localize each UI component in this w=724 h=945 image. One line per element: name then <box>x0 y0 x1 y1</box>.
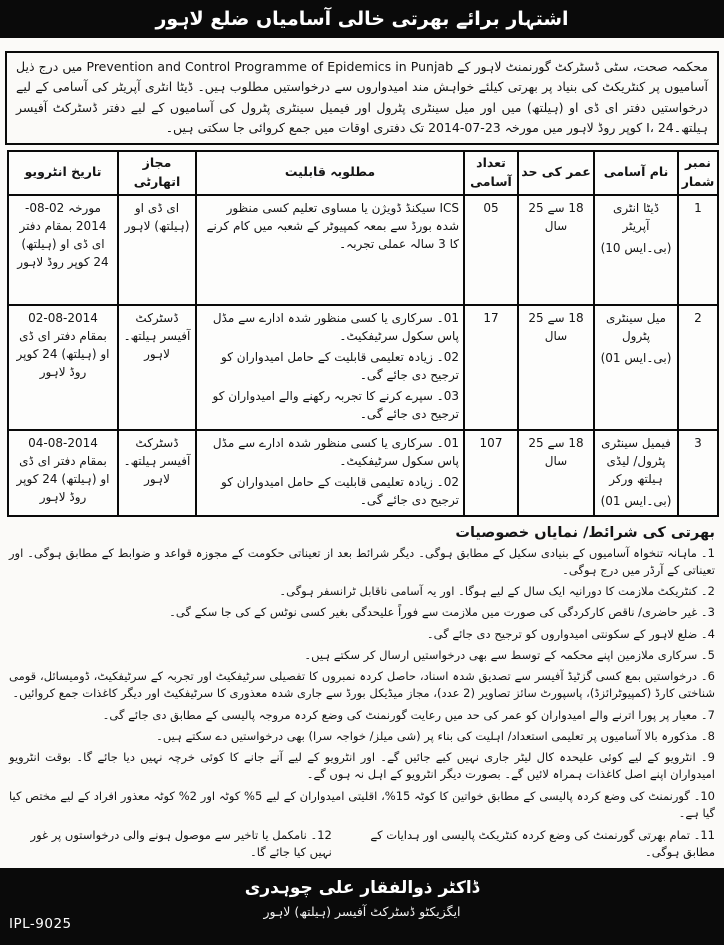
table-row <box>8 305 718 430</box>
row1-authority: ای ڈی او (ہیلتھ) لاہور <box>118 195 196 305</box>
title-band <box>0 0 724 38</box>
row1-count: 05 <box>464 195 518 305</box>
ad-reference-code: IPL-9025 <box>9 916 72 932</box>
conditions-row-11-12 <box>9 827 715 862</box>
qualification-line: 01۔ سرکاری یا کسی منظور شدہ ادارے سے مڈل پاس سکول سرٹیفکیٹ۔ <box>212 435 459 468</box>
table-row <box>8 195 718 305</box>
qualification-line: 02۔ زیادہ تعلیمی قابلیت کے حامل امیدواران کو ترجیح دی جائے گی۔ <box>221 349 459 382</box>
footer-band <box>0 868 724 945</box>
row2-age: 18 سے 25 سال <box>518 305 594 430</box>
table-header-row <box>8 151 718 195</box>
ad-title: اشتہار برائے بھرتی خالی آسامیاں ضلع لاہور <box>155 8 569 30</box>
row1-qualification <box>196 195 464 305</box>
condition-item-9: 9۔ انٹرویو کے لیے کوئی علیحدہ کال لیٹر جاری نہیں کیے جائیں گے۔ اور انٹرویو کے لیے آنے جانے کا کوئی خرچہ نہیں دیا جائے گا۔ بوقت انٹرویو امیدواران اپنے اصل کاغذات ہمراہ لائیں گے۔ بصورت دیگر انٹرویو کے اہل نہ ہوں گے۔ <box>9 750 715 782</box>
col-interview-date-header: تاریخ انٹرویو <box>8 151 118 195</box>
row2-serial: 2 <box>678 305 718 430</box>
row3-qualification <box>196 430 464 516</box>
row1-post-grade: (بی۔ایس 10) <box>600 240 672 255</box>
conditions-heading: بھرتی کی شرائط/ نمایاں خصوصیات <box>455 524 715 541</box>
intro-box <box>5 51 719 145</box>
col-count-header: تعداد آسامی <box>464 151 518 195</box>
qualification-line: 02۔ زیادہ تعلیمی قابلیت کے حامل امیدواران کو ترجیح دی جائے گی۔ <box>221 474 459 507</box>
row3-interview-date: 04-08-2014 بمقام دفتر ای ڈی او (ہیلتھ) 24 کوپر روڈ لاہور <box>8 430 118 516</box>
conditions-list <box>9 545 715 884</box>
row3-post <box>594 430 678 516</box>
condition-item-10: 10۔ گورنمنٹ کی وضع کردہ پالیسی کے مطابق خواتین کا کوٹہ 15%، اقلیتی امیدواران کے لیے 5% کوٹہ اور 2% کوٹہ معذور افراد کے لیے مختص کیا گیا ہے۔ <box>9 788 715 820</box>
row1-serial: 1 <box>678 195 718 305</box>
row1-age: 18 سے 25 سال <box>518 195 594 305</box>
row2-interview-date: 02-08-2014 بمقام دفتر ای ڈی او (ہیلتھ) 24 کوپر روڈ لاہور <box>8 305 118 430</box>
table-row <box>8 430 718 516</box>
col-authority-header: مجاز اتھارٹی <box>118 151 196 195</box>
condition-item-4: 4۔ ضلع لاہور کے سکونتی امیدواروں کو ترجیح دی جائے گی۔ <box>426 626 715 641</box>
condition-item-8: 8۔ مذکورہ بالا آسامیوں پر تعلیمی استعداد/ اہلیت کی بناء پر (شی میلز/ خواجہ سرا) بھی درخواستیں دے سکتے ہیں۔ <box>156 728 715 743</box>
row2-count: 17 <box>464 305 518 430</box>
row2-post-grade: (بی۔ایس 01) <box>600 350 672 365</box>
condition-item-11: 11۔ تمام بھرتی گورنمنٹ کی وضع کردہ کنٹریکٹ پالیسی اور ہدایات کے مطابق ہوگی۔ <box>370 828 715 860</box>
intro-text: محکمہ صحت، سٹی ڈسٹرکٹ گورنمنٹ لاہور کے Prevention and Control Programme of Epidemics in Punjab میں درج ذیل آسامیوں پر کنٹریکٹ کی بنیاد پر بھرتی کیلئے خواہش مند امیدواروں سے درخواستیں مطلوب ہیں۔ ڈیٹا انٹری آپریٹر کی آسامی کے لیے درخواستیں دفتر ای ڈی او (ہیلتھ) میں اور میل سینٹری پٹرول اور فیمیل سینٹری پٹرول کی آسامیوں کے لیے دفتر ڈسٹرکٹ آفیسر ہیلتھ۔I، 24 کوپر روڈ لاہور میں مورخہ 23-07-2014 تک دفتری اوقات میں جمع کروائی جا سکتی ہیں۔ <box>16 59 709 135</box>
col-post-header: نام آسامی <box>594 151 678 195</box>
condition-item-1: 1۔ ماہانہ تنخواہ آسامیوں کے بنیادی سکیل کے مطابق ہوگی۔ دیگر شرائط بعد از تعیناتی حکومت کے مجوزہ قواعد و ضوابط کے مطابق ہوگی۔ اور تعیناتی کے آرڈر میں درج ہوگی۔ <box>9 545 715 577</box>
col-qualification-header: مطلوبہ قابلیت <box>196 151 464 195</box>
row2-post-name: میل سینٹری پٹرول <box>606 310 666 343</box>
condition-item-3: 3۔ غیر حاضری/ ناقص کارکردگی کی صورت میں ملازمت سے فوراً علیحدگی بغیر کسی نوٹس کے کی جا سکے گی۔ <box>169 605 715 620</box>
signatory-name: ڈاکٹر ذوالفقار علی چوہدری <box>244 878 480 898</box>
row1-post-name: ڈیٹا انٹری آپریٹر <box>612 200 660 233</box>
qualification-line: 01۔ سرکاری یا کسی منظور شدہ ادارے سے مڈل پاس سکول سرٹیفکیٹ۔ <box>212 310 459 343</box>
condition-item-6: 6۔ درخواستیں بمع کسی گزٹیڈ آفیسر سے تصدیق شدہ اسناد، حاصل کردہ نمبروں کا تفصیلی سرٹیفکیٹ اور تجربہ کے سرٹیفکیٹ، ڈومیسائل، قومی شناختی کارڈ (کمپیوٹرائزڈ)، پاسپورٹ سائز تصاویر (2 عدد)، مجاز میڈیکل بورڈ سے جاری شدہ معذوری کا سرٹیفکیٹ اور دیگر کاغذات جمع کروائیں۔ <box>9 669 715 701</box>
col-serial-header: نمبر شمار <box>678 151 718 195</box>
row3-serial: 3 <box>678 430 718 516</box>
qualification-line: 03۔ سپرے کرنے کا تجربہ رکھنے والے امیدواران کو ترجیح دی جائے گی۔ <box>212 388 459 421</box>
row2-post <box>594 305 678 430</box>
condition-item-7: 7۔ معیار پر پورا اترنے والے امیدواران کو عمر کی حد میں رعایت گورنمنٹ کی وضع کردہ مروجہ پالیسی کے مطابق دی جائے گی۔ <box>102 707 715 722</box>
row2-qualification <box>196 305 464 430</box>
qualification-line: ICS سیکنڈ ڈویژن یا مساوی تعلیم کسی منظور شدہ بورڈ سے بمعہ کمپیوٹر کے شعبہ میں کام کرنے کا 3 سالہ عملی تجربہ۔ <box>206 200 459 251</box>
row3-count: 107 <box>464 430 518 516</box>
row3-post-grade: (بی۔ایس 01) <box>600 493 672 508</box>
row3-post-name: فیمیل سینٹری پٹرول/ لیڈی ہیلتھ ورکر <box>601 435 671 486</box>
condition-item-5: 5۔ سرکاری ملازمین اپنے محکمہ کے توسط سے بھی درخواستیں ارسال کر سکتے ہیں۔ <box>304 647 715 662</box>
signatory-designation: ایگزیکٹو ڈسٹرکٹ آفیسر (ہیلتھ) لاہور <box>263 904 461 919</box>
row3-authority: ڈسٹرکٹ آفیسر ہیلتھ۔ لاہور <box>118 430 196 516</box>
row2-authority: ڈسٹرکٹ آفیسر ہیلتھ۔ لاہور <box>118 305 196 430</box>
row3-age: 18 سے 25 سال <box>518 430 594 516</box>
condition-item-2: 2۔ کنٹریکٹ ملازمت کا دورانیہ ایک سال کے لیے ہوگا۔ اور یہ آسامی ناقابل ٹرانسفر ہوگی۔ <box>279 584 715 598</box>
vacancies-table <box>7 150 719 517</box>
col-age-header: عمر کی حد <box>518 151 594 195</box>
row1-interview-date: مورخہ 02-08-2014 بمقام دفتر ای ڈی او (ہیلتھ) 24 کوپر روڈ لاہور <box>8 195 118 305</box>
condition-item-12: 12۔ نامکمل یا تاخیر سے موصول ہونے والی درخواستوں پر غور نہیں کیا جائے گا۔ <box>30 828 332 860</box>
row1-post <box>594 195 678 305</box>
